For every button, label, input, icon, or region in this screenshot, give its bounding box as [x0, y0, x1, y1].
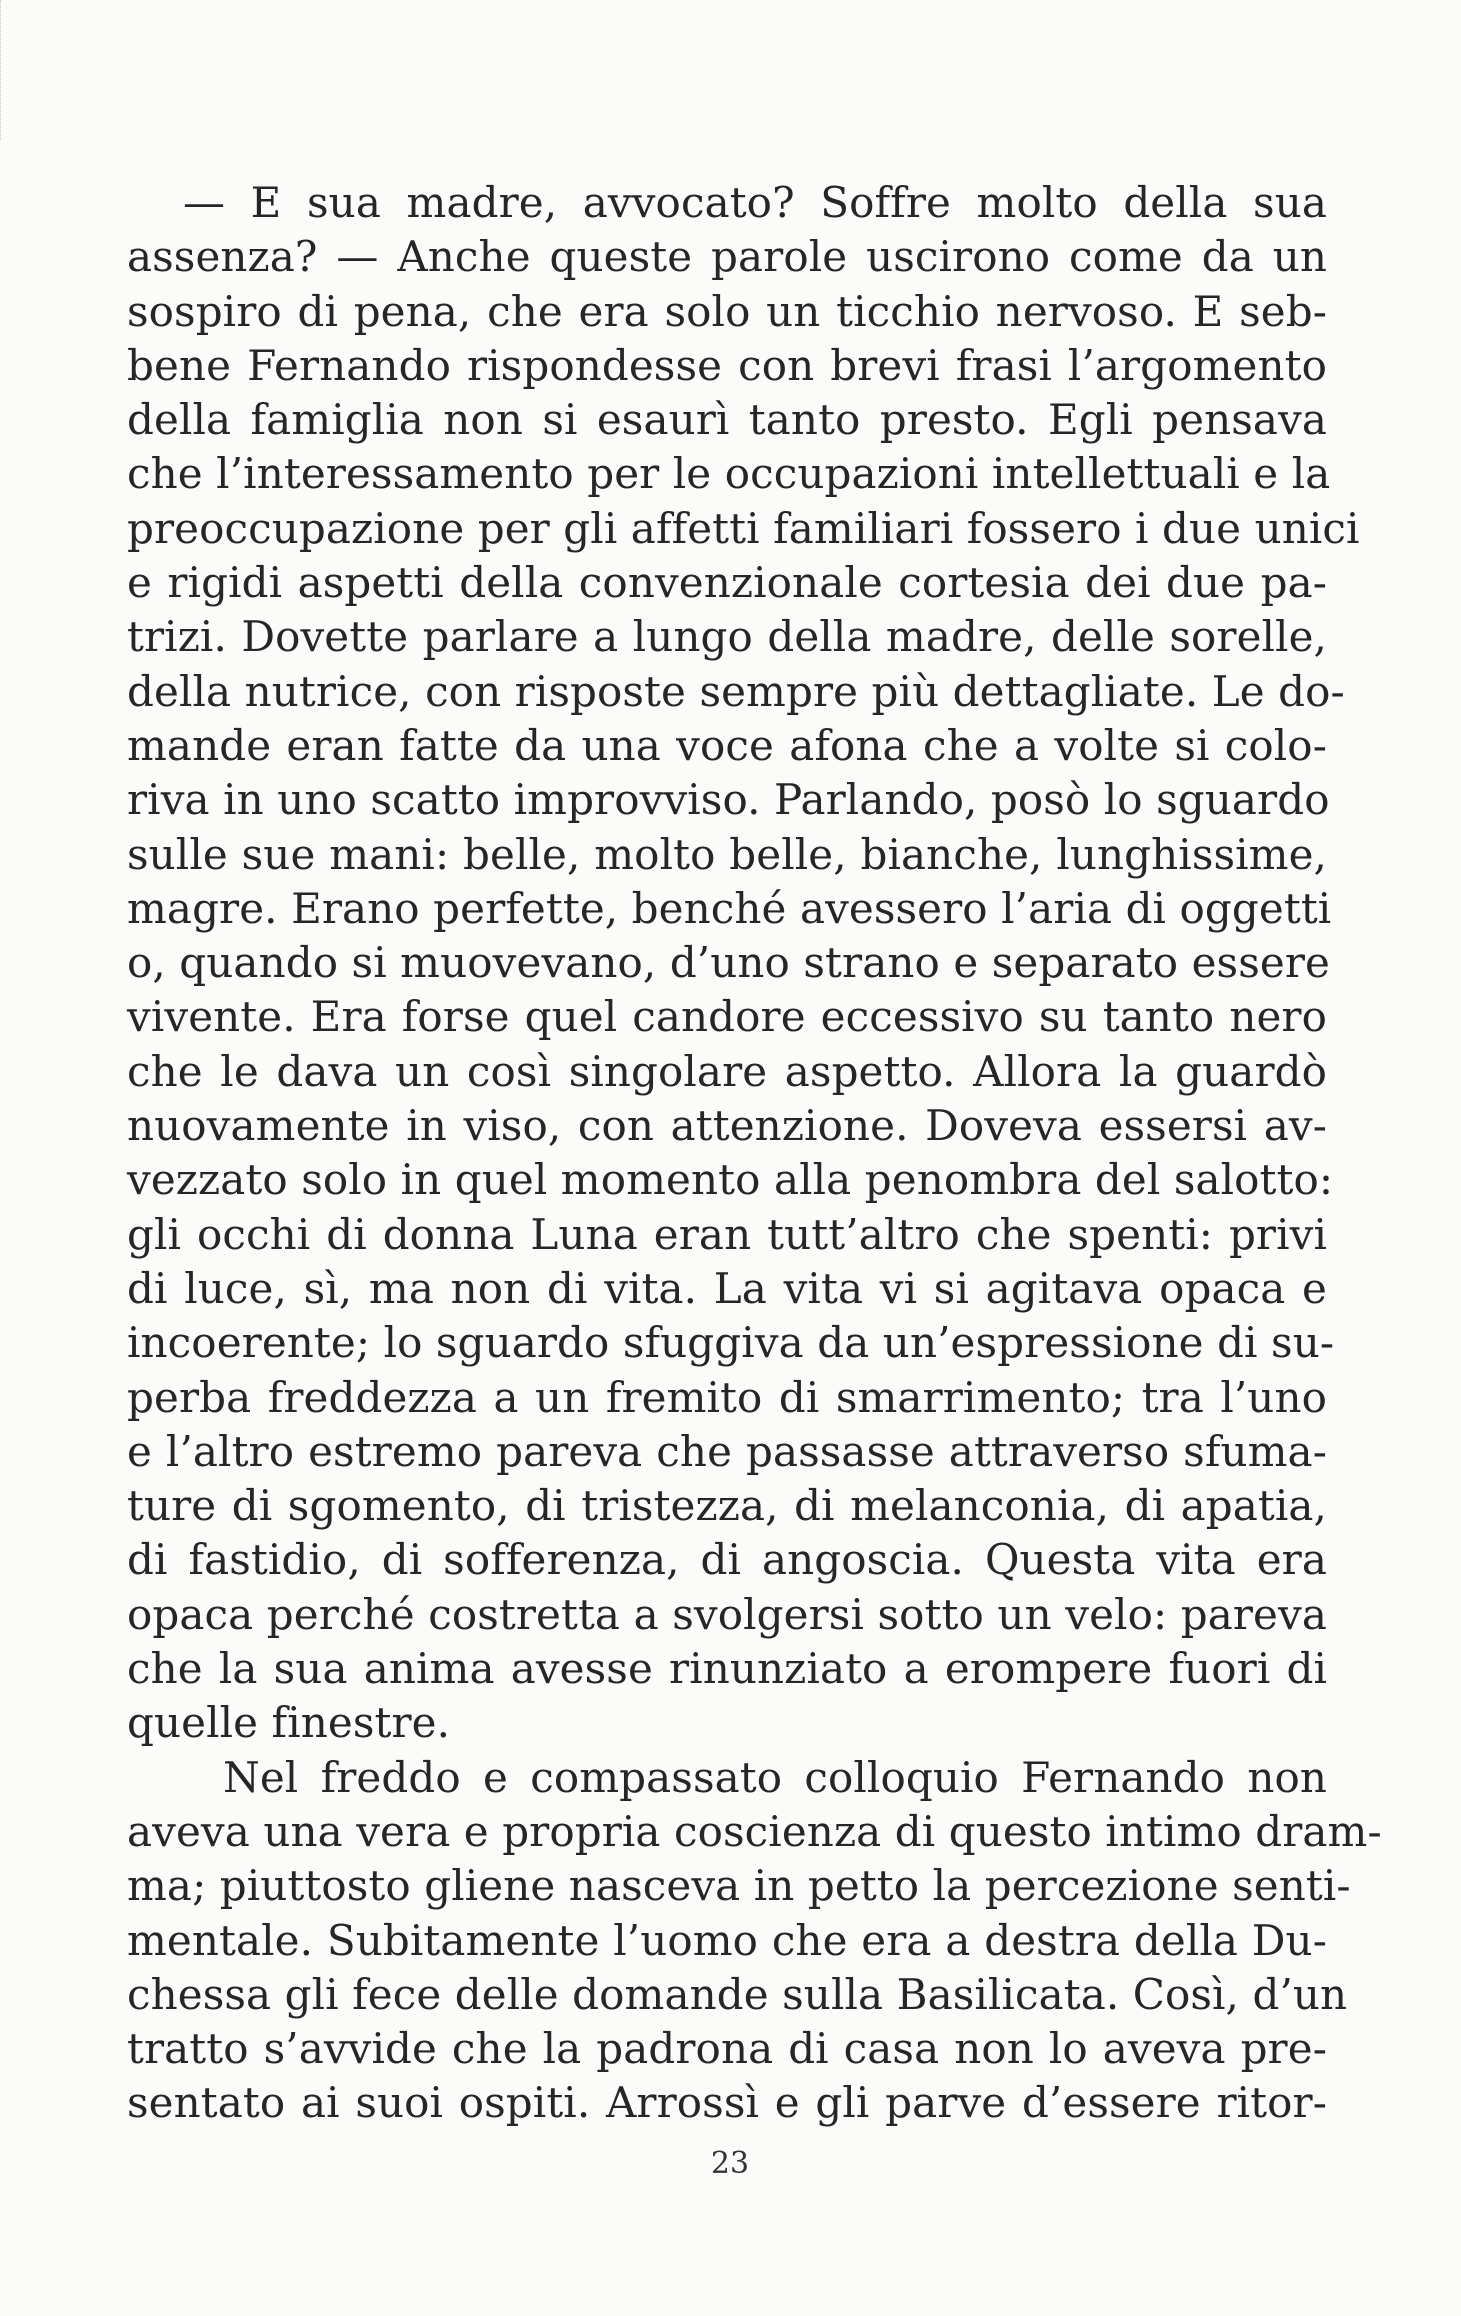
text-line: nuovamente in viso, con attenzione. Doveva essersi av-: [127, 1101, 1327, 1151]
text-line: ture di sgomento, di tristezza, di melanconia, di apatia,: [127, 1481, 1327, 1531]
text-line: e l’altro estremo pareva che passasse attraverso sfuma-: [127, 1426, 1327, 1476]
body-text: [127, 176, 1382, 2131]
page-edge-marks: [0, 0, 7, 140]
text-line: mande eran fatte da una voce afona che a volte si colo-: [127, 720, 1327, 770]
text-line: sulle sue mani: belle, molto belle, bianche, lunghissime,: [127, 829, 1327, 879]
text-line: di fastidio, di sofferenza, di angoscia. Questa vita era: [127, 1535, 1327, 1585]
text-line: vezzato solo in quel momento alla penombra del salotto:: [127, 1155, 1334, 1205]
text-line: quelle finestre.: [127, 1698, 451, 1748]
text-line: tratto s’avvide che la padrona di casa non lo aveva pre-: [127, 2024, 1327, 2074]
text-line: aveva una vera e propria coscienza di questo intimo dram-: [127, 1806, 1382, 1856]
text-line: della nutrice, con risposte sempre più dettagliate. Le do-: [127, 666, 1345, 716]
text-line: — E sua madre, avvocato? Soffre molto della sua: [183, 178, 1327, 227]
text-line: bene Fernando rispondesse con brevi frasi l’argomento: [127, 340, 1327, 390]
text-line: di luce, sì, ma non di vita. La vita vi si agitava opaca e: [127, 1263, 1327, 1313]
text-line: gli occhi di donna Luna eran tutt’altro che spenti: privi: [127, 1209, 1327, 1259]
text-line: chessa gli fece delle domande sulla Basilicata. Così, d’un: [127, 1969, 1348, 2019]
text-line: preoccupazione per gli affetti familiari fossero i due unici: [127, 503, 1360, 553]
text-line: mentale. Subitamente l’uomo che era a destra della Du-: [127, 1915, 1327, 1965]
text-line: perba freddezza a un fremito di smarrimento; tra l’uno: [127, 1372, 1327, 1422]
text-line: sospiro di pena, che era solo un ticchio nervoso. E seb-: [127, 286, 1327, 336]
text-line: o, quando si muovevano, d’uno strano e separato essere: [127, 938, 1330, 988]
text-line: ma; piuttosto gliene nasceva in petto la percezione senti-: [127, 1861, 1351, 1911]
text-line: che le dava un così singolare aspetto. Allora la guardò: [127, 1046, 1327, 1096]
text-line: opaca perché costretta a svolgersi sotto un velo: pareva: [127, 1589, 1327, 1639]
text-line: sentato ai suoi ospiti. Arrossì e gli parve d’essere ritor-: [127, 2078, 1327, 2128]
text-line: e rigidi aspetti della convenzionale cortesia dei due pa-: [127, 558, 1327, 608]
text-line: riva in uno scatto improvviso. Parlando, posò lo sguardo: [127, 775, 1330, 825]
text-line: che la sua anima avesse rinunziato a erompere fuori di: [127, 1644, 1327, 1694]
text-line: incoerente; lo sguardo sfuggiva da un’espressione di su-: [127, 1318, 1335, 1368]
text-line: Nel freddo e compassato colloquio Fernando non: [223, 1752, 1327, 1802]
text-line: magre. Erano perfette, benché avessero l’aria di oggetti: [127, 883, 1332, 933]
text-line: assenza? — Anche queste parole uscirono come da un: [127, 232, 1327, 282]
text-line: della famiglia non si esaurì tanto presto. Egli pensava: [127, 395, 1327, 445]
page-number: 23: [710, 2146, 750, 2181]
text-line: vivente. Era forse quel candore eccessivo su tanto nero: [127, 992, 1327, 1042]
text-line: che l’interessamento per le occupazioni intellettuali e la: [127, 449, 1331, 499]
text-line: trizi. Dovette parlare a lungo della madre, delle sorelle,: [127, 612, 1327, 662]
